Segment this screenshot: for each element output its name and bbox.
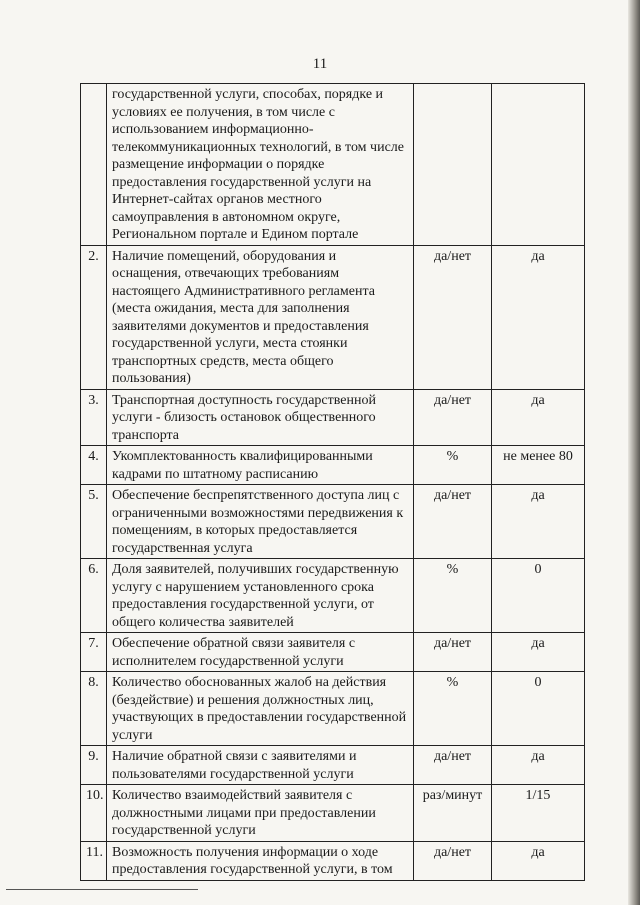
normative-value: да	[492, 841, 585, 880]
table-row	[81, 245, 585, 389]
unit-of-measure: да/нет	[414, 245, 492, 389]
table-row	[81, 841, 585, 880]
unit-of-measure: %	[414, 559, 492, 633]
scan-edge-shadow	[628, 0, 640, 905]
indicator-name: Укомплектованность квалифицированными кадрами по штатному расписанию	[107, 446, 414, 485]
table-row	[81, 633, 585, 672]
quality-indicators-table	[80, 83, 585, 881]
unit-of-measure: да/нет	[414, 633, 492, 672]
row-number: 8.	[81, 672, 107, 746]
row-number: 5.	[81, 485, 107, 559]
normative-value: да	[492, 746, 585, 785]
indicator-name: Количество взаимодействий заявителя с должностными лицами при предоставлении государственной услуги	[107, 785, 414, 842]
table-row	[81, 389, 585, 446]
row-number	[81, 84, 107, 246]
row-number: 3.	[81, 389, 107, 446]
table-row	[81, 84, 585, 246]
normative-value: да	[492, 633, 585, 672]
unit-of-measure: да/нет	[414, 389, 492, 446]
unit-of-measure: да/нет	[414, 485, 492, 559]
normative-value: не менее 80	[492, 446, 585, 485]
unit-of-measure: да/нет	[414, 746, 492, 785]
indicator-name: Доля заявителей, получивших государственную услугу с нарушением установленного срока предоставления государственной услуги, от общего количества заявителей	[107, 559, 414, 633]
unit-of-measure: %	[414, 672, 492, 746]
row-number: 6.	[81, 559, 107, 633]
table-row	[81, 485, 585, 559]
indicator-name: Количество обоснованных жалоб на действия (бездействие) и решения должностных лиц, участвующих в предоставлении государственной услуги	[107, 672, 414, 746]
row-number: 11.	[81, 841, 107, 880]
normative-value: да	[492, 245, 585, 389]
unit-of-measure	[414, 84, 492, 246]
table-row	[81, 446, 585, 485]
indicator-name: Обеспечение обратной связи заявителя с исполнителем государственной услуги	[107, 633, 414, 672]
row-number: 2.	[81, 245, 107, 389]
normative-value: 0	[492, 559, 585, 633]
indicator-name: Наличие обратной связи с заявителями и пользователями государственной услуги	[107, 746, 414, 785]
indicator-name: Транспортная доступность государственной услуги - близость остановок общественного транспорта	[107, 389, 414, 446]
normative-value: 1/15	[492, 785, 585, 842]
table-row	[81, 746, 585, 785]
normative-value: да	[492, 389, 585, 446]
row-number: 10.	[81, 785, 107, 842]
indicator-name: государственной услуги, способах, порядке и условиях ее получения, в том числе с использованием информационно-телекоммуникационных технологий, в том числе размещение информации о порядке предоставления государственной услуги на Интернет-сайтах органов местного самоуправления в автономном округе, Региональном портале и Едином портале	[107, 84, 414, 246]
row-number: 4.	[81, 446, 107, 485]
table-row	[81, 559, 585, 633]
normative-value: да	[492, 485, 585, 559]
unit-of-measure: да/нет	[414, 841, 492, 880]
table-row	[81, 785, 585, 842]
footnote-rule	[6, 889, 198, 890]
row-number: 9.	[81, 746, 107, 785]
page-number: 11	[312, 56, 328, 72]
normative-value	[492, 84, 585, 246]
table-row	[81, 672, 585, 746]
row-number: 7.	[81, 633, 107, 672]
unit-of-measure: %	[414, 446, 492, 485]
indicator-name: Возможность получения информации о ходе предоставления государственной услуги, в том	[107, 841, 414, 880]
indicator-name: Наличие помещений, оборудования и оснащения, отвечающих требованиям настоящего Административного регламента (места ожидания, места для заполнения заявителями документов и предоставления государственной услуги, места стоянки транспортных средств, места общего пользования)	[107, 245, 414, 389]
normative-value: 0	[492, 672, 585, 746]
indicator-name: Обеспечение беспрепятственного доступа лиц с ограниченными возможностями передвижения к помещениям, в которых предоставляется государственная услуга	[107, 485, 414, 559]
unit-of-measure: раз/минут	[414, 785, 492, 842]
